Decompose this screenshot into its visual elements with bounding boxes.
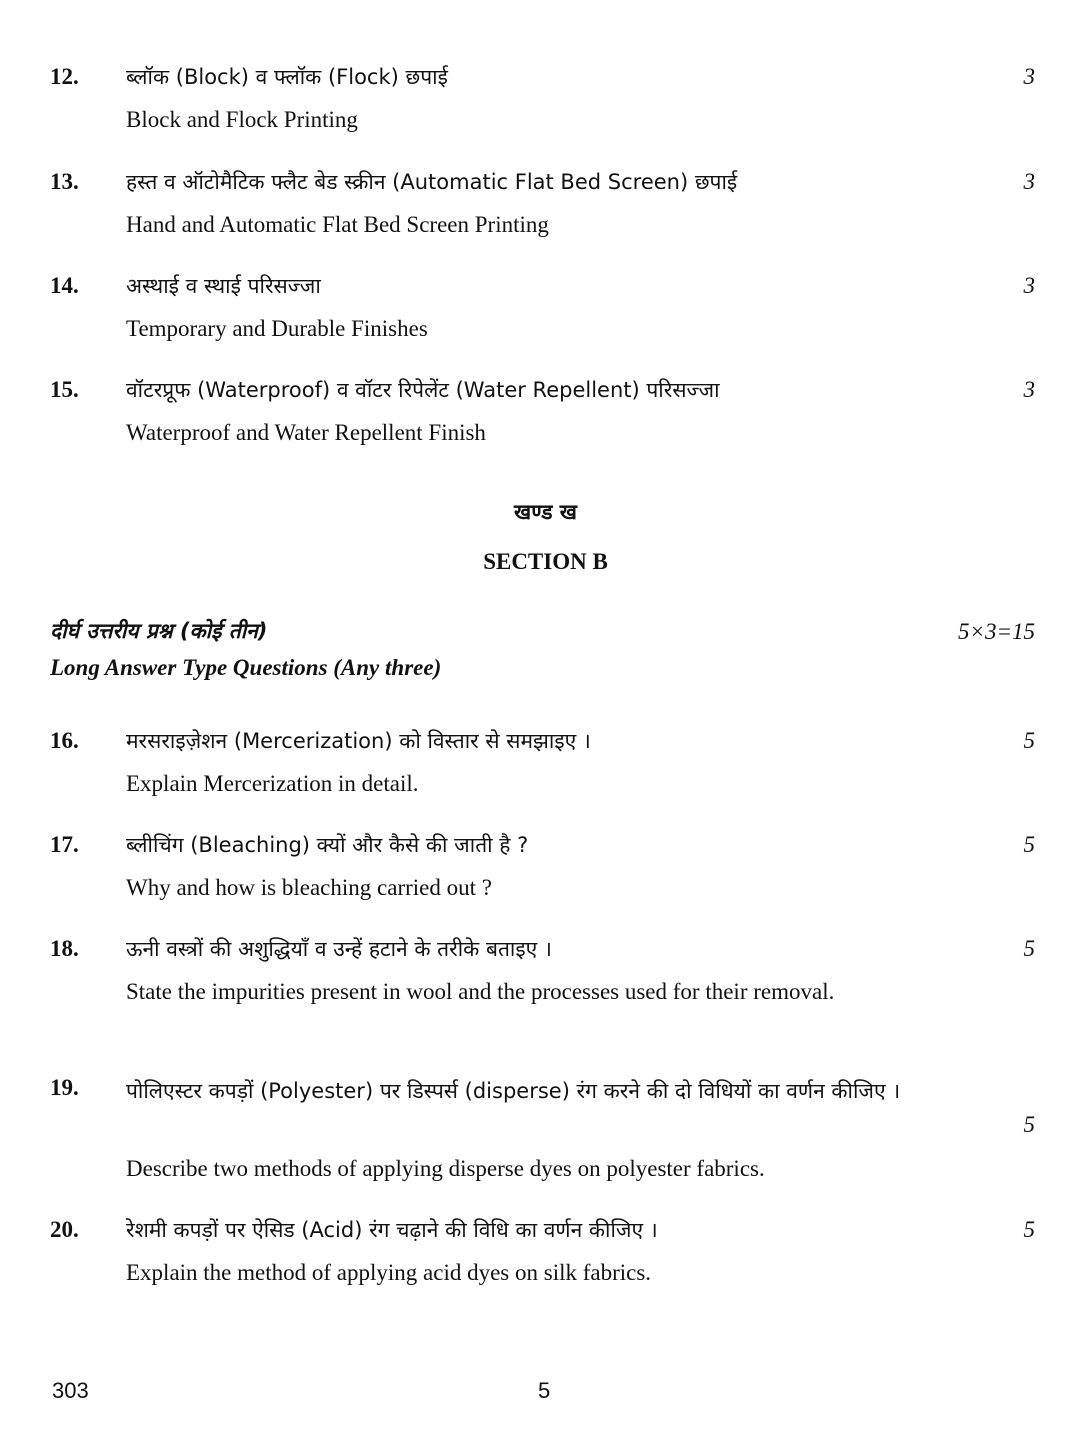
- question-text-english: Waterproof and Water Repellent Finish: [126, 420, 486, 445]
- question-text-hindi: हस्त व ऑटोमैटिक फ्लैट बेड स्क्रीन (Automatic Flat Bed Screen) छपाई: [126, 170, 738, 194]
- question-18: [50, 934, 1035, 1044]
- instruction-hindi: दीर्घ उत्तरीय प्रश्न (कोई तीन): [50, 619, 268, 643]
- question-number: 15.: [50, 377, 79, 402]
- question-marks: 3: [1023, 169, 1035, 194]
- page-number: 5: [538, 1378, 551, 1403]
- question-20: [50, 1215, 1035, 1295]
- question-marks: 3: [1023, 64, 1035, 89]
- question-marks: 5: [1023, 728, 1035, 753]
- question-marks: 3: [1023, 273, 1035, 298]
- question-text-hindi: मरसराइज़ेशन (Mercerization) को विस्तार से समझाइए ।: [126, 729, 591, 753]
- question-number: 16.: [50, 728, 79, 753]
- question-text-english: Hand and Automatic Flat Bed Screen Printing: [126, 212, 549, 237]
- question-number: 12.: [50, 64, 79, 89]
- question-13: [50, 167, 1035, 247]
- question-marks: 5: [1023, 832, 1035, 857]
- question-text-english: Block and Flock Printing: [126, 107, 358, 132]
- question-marks: 5: [1023, 1217, 1035, 1242]
- question-17: [50, 830, 1035, 910]
- question-text-english: Explain the method of applying acid dyes on silk fabrics.: [126, 1260, 652, 1285]
- section-total-marks: 5×3=15: [957, 619, 1035, 644]
- question-text-hindi: अस्थाई व स्थाई परिसज्जा: [126, 274, 321, 298]
- question-12: [50, 62, 1035, 142]
- question-text-hindi: पोलिएस्टर कपड़ों (Polyester) पर डिस्पर्स (disperse) रंग करने की दो विधियों का वर्णन कीजिए ।: [126, 1079, 901, 1103]
- question-14: [50, 271, 1035, 351]
- question-number: 13.: [50, 169, 79, 194]
- question-text-hindi: ऊनी वस्त्रों की अशुद्धियाँ व उन्हें हटाने के तरीके बताइए ।: [126, 937, 552, 961]
- question-15: [50, 375, 1035, 455]
- question-text-hindi: वॉटरप्रूफ (Waterproof) व वॉटर रिपेलेंट (Water Repellent) परिसज्जा: [126, 378, 720, 402]
- question-marks: 5: [1023, 1112, 1035, 1137]
- question-number: 18.: [50, 936, 79, 961]
- question-marks: 3: [1023, 377, 1035, 402]
- question-number: 20.: [50, 1217, 79, 1242]
- question-16: [50, 726, 1035, 806]
- question-number: 14.: [50, 273, 79, 298]
- instruction-english: Long Answer Type Questions (Any three): [50, 655, 442, 680]
- question-text-english: Describe two methods of applying disperse dyes on polyester fabrics.: [126, 1156, 765, 1181]
- question-19: [50, 1073, 1035, 1193]
- question-number: 19.: [50, 1075, 79, 1100]
- question-text-hindi: ब्लीचिंग (Bleaching) क्यों और कैसे की जाती है ?: [126, 833, 529, 857]
- question-text-english: State the impurities present in wool and the processes used for their removal.: [126, 979, 835, 1004]
- paper-code: 303: [52, 1378, 89, 1403]
- question-text-english: Temporary and Durable Finishes: [126, 316, 428, 341]
- question-text-hindi: ब्लॉक (Block) व फ्लॉक (Flock) छपाई: [126, 65, 448, 89]
- section-title-hindi: खण्ड ख: [514, 500, 577, 524]
- question-text-hindi: रेशमी कपड़ों पर ऐसिड (Acid) रंग चढ़ाने की विधि का वर्णन कीजिए ।: [126, 1218, 658, 1242]
- question-text-english: Why and how is bleaching carried out ?: [126, 875, 492, 900]
- question-text-english: Explain Mercerization in detail.: [126, 771, 419, 796]
- question-number: 17.: [50, 832, 79, 857]
- section-title-english: SECTION B: [483, 549, 608, 574]
- question-marks: 5: [1023, 936, 1035, 961]
